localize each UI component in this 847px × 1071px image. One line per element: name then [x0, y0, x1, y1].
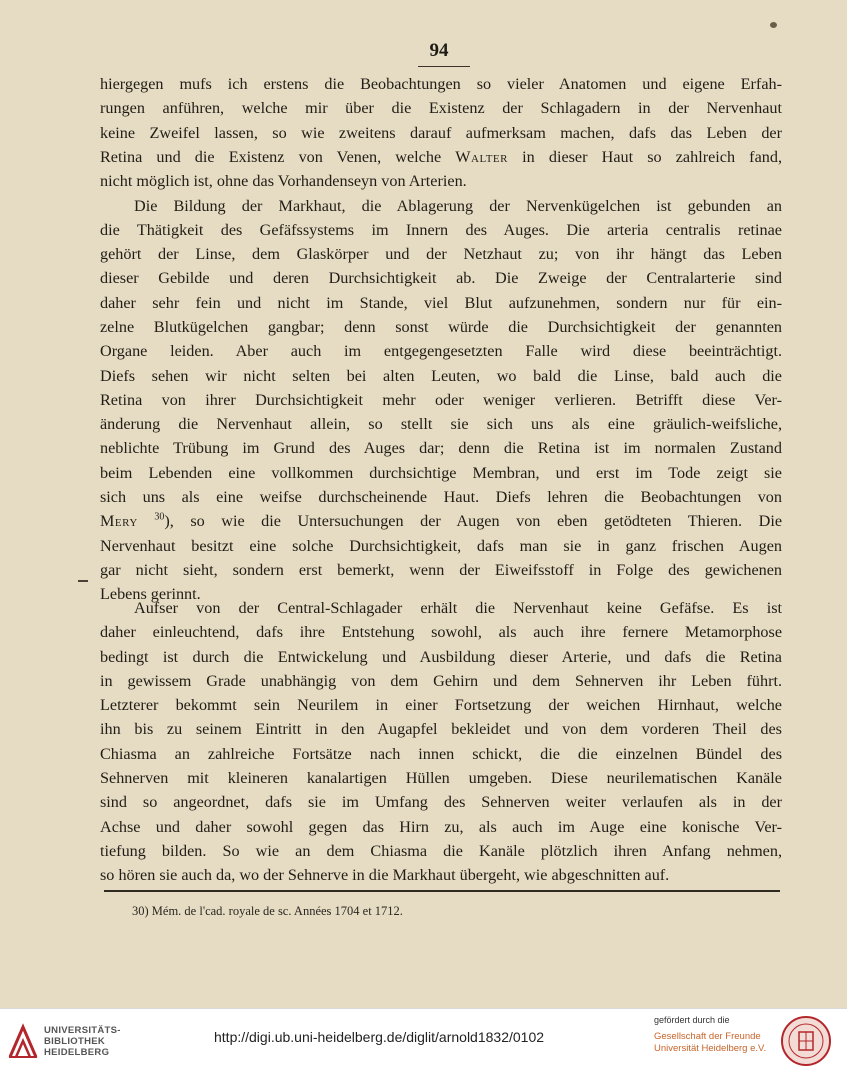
text-line: dieser Gebilde und deren Durchsichtigkeit ab. Die Zweige der Centralarterie sind — [100, 269, 782, 288]
text-line: Sehnerven mit kleineren kanalartigen Hüllen umgeben. Diese neurilematischen Kanäle — [100, 769, 782, 788]
text-line: hiergegen mufs ich erstens die Beobachtungen so vieler Anatomen und eigene Erfah- — [100, 75, 782, 93]
text-line: sind so angeordnet, dafs sie im Umfang des Sehnerven weiter verlaufen als in der — [100, 793, 782, 812]
text-line: Letzterer bekommt sein Neurilem in einer Fortsetzung der weichen Hirnhaut, welche — [100, 696, 782, 715]
text-line: bedingt ist durch die Entwickelung und Ausbildung dieser Arterie, und dafs die Retina — [100, 647, 782, 666]
margin-dash — [78, 580, 88, 582]
page-number-rule — [418, 66, 470, 67]
text-line: neblichte Trübung im Grund des Auges dar; denn die Retina ist im normalen Zustand — [100, 439, 782, 458]
funder-name-line: Gesellschaft der Freunde — [654, 1031, 761, 1042]
text-line: Nervenhaut besitzt eine solche Durchsichtigkeit, dafs man sie in ganz frischen Augen — [100, 536, 782, 555]
text-line: tiefung bilden. So wie an dem Chiasma die Kanäle plötzlich ihren Anfang nehmen, — [100, 841, 782, 860]
text-line: Aufser von der Central-Schlagader erhält die Nervenhaut keine Gefäfse. Es ist — [134, 599, 782, 617]
text-line: ihn bis zu seinem Eintritt in den Augapfel bekleidet und von dem vorderen Theil des — [100, 720, 782, 739]
library-logo-icon[interactable] — [8, 1023, 38, 1059]
text-line: beim Lebenden eine vollkommen durchsichtige Membran, und erst im Tode zeigt sie — [100, 463, 782, 482]
footnote: 30) Mém. de l'cad. royale de sc. Années 1704 et 1712. — [132, 904, 403, 918]
text-line: zelne Blutkügelchen gangbar; denn sonst würde die Durchsichtigkeit der genannten — [100, 317, 782, 336]
text-line: Retina und die Existenz von Venen, welche Walter in dieser Haut so zahlreich fand, — [100, 147, 782, 166]
library-name-line: UNIVERSITÄTS- — [44, 1025, 121, 1036]
text-line: änderung die Nervenhaut allein, so stellt sie sich uns als eine gräulich-weifsliche, — [100, 415, 782, 434]
text-line: Die Bildung der Markhaut, die Ablagerung der Nervenkügelchen ist gebunden an — [134, 196, 782, 215]
text-line: rungen anführen, welche mir über die Existenz der Schlagadern in der Nervenhaut — [100, 99, 782, 118]
text-line: die Thätigkeit des Gefäfssystems im Innern des Auges. Die arteria centralis retinae — [100, 220, 782, 239]
text-line: Achse und daher sowohl gegen das Hirn zu, als auch im Auge eine konische Ver- — [100, 817, 782, 836]
library-name[interactable] — [44, 1025, 121, 1058]
funder-label: gefördert durch die — [654, 1015, 730, 1025]
permalink-url[interactable]: http://digi.ub.uni-heidelberg.de/diglit/arnold1832/0102 — [214, 1029, 545, 1045]
text-line: daher einleuchtend, dafs ihre Entstehung sowohl, als auch ihre fernere Metamorphose — [100, 623, 782, 642]
university-seal-icon[interactable] — [780, 1015, 832, 1067]
text-line: Mery $^{30}$), so wie die Untersuchungen der Augen von eben getödteten Thieren. Die — [100, 511, 782, 531]
footer-bar — [0, 1008, 847, 1071]
footnote-rule — [104, 890, 780, 892]
text-line: sich uns als eine weifse durchscheinende Haut. Diefs lehren die Beobachtungen von — [100, 488, 782, 507]
text-line: Organe leiden. Aber auch im entgegengesetzten Falle wird diese beeinträchtigt. — [100, 342, 782, 361]
text-line: Chiasma an zahlreiche Fortsätze nach innen schickt, die die einzelnen Bündel des — [100, 744, 782, 763]
text-line: so hören sie auch da, wo der Sehnerve in die Markhaut übergeht, wie abgeschnitten auf. — [100, 866, 670, 885]
text-line: gar nicht sieht, sondern erst bemerkt, wenn der Eiweifsstoff in Folge des gewichenen — [100, 560, 782, 579]
text-line: Diefs sehen wir nicht selten bei alten Leuten, wo bald die Linse, bald auch die — [100, 366, 782, 385]
page-number: 94 — [429, 40, 449, 61]
scan-speck — [770, 22, 777, 28]
text-line: keine Zweifel lassen, so wie zweitens darauf aufmerksam machen, dafs das Leben der — [100, 123, 782, 142]
funder-name-line: Universität Heidelberg e.V. — [654, 1043, 767, 1054]
library-name-line: BIBLIOTHEK — [44, 1036, 106, 1047]
funder-name[interactable] — [654, 1031, 766, 1055]
text-line: Lebens gerinnt. — [100, 585, 201, 604]
text-line: Retina von ihrer Durchsichtigkeit mehr oder weniger verlieren. Betrifft diese Ver- — [100, 390, 782, 409]
text-line: gehört der Linse, dem Glaskörper und der Netzhaut zu; von ihr hängt das Leben — [100, 245, 782, 264]
paragraph-3 — [100, 596, 782, 888]
paragraph-2 — [100, 194, 782, 607]
text-line: in gewissem Grade unabhängig von dem Gehirn und dem Sehnerven ihr Leben führt. — [100, 671, 782, 690]
text-line: daher sehr fein und nicht im Stande, viel Blut aufzunehmen, sondern nur für ein- — [100, 293, 782, 312]
text-line: nicht möglich ist, ohne das Vorhandenseyn von Arterien. — [100, 172, 467, 191]
paragraph-1 — [100, 72, 782, 193]
library-name-line: HEIDELBERG — [44, 1047, 110, 1058]
